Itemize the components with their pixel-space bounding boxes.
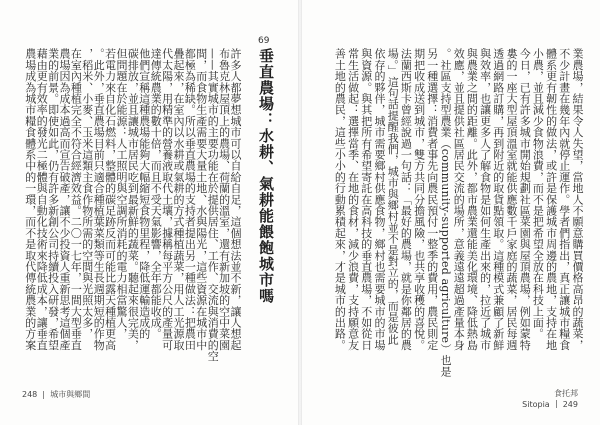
left-page-number: 248 — [22, 390, 38, 399]
text-column: 小農，並且減少食物浪費，而不是把希望全放在科技上面。 — [531, 48, 545, 340]
text-column: 依存的夥伴，城市需要鄉村供應食物，鄉村也需要城市的市場 — [373, 48, 386, 351]
left-page — [0, 0, 298, 425]
text-column: 期把收成送到城市，雙方共同分擔風險，也共享收穫的喜悅。 — [412, 48, 426, 351]
text-column: 今日，已有許多城市開始規劃社區菜園與屋頂農場，例如蒙特 — [518, 48, 532, 351]
text-column: 代太陽，用精準的營養液取代土壤，據稱每平方公尺的產量可 — [160, 48, 174, 351]
text-column: 他們宣稱這種農場能夠大幅縮短食物里程，降低運輸造成的 — [137, 48, 151, 340]
text-column: 但問題在於能源：人工照明與空調所消耗的電力相當驚人， — [115, 48, 128, 340]
footer-divider — [43, 391, 44, 399]
text-column: 效應，並且提供社區居民交流的場所，意義遠遠超過產量本身 — [452, 48, 466, 351]
text-column: 疊起來，在室內以水耕或氣耕的方式種植蔬菜，用人工光源取 — [172, 48, 185, 351]
text-column: 。社區支持型農業（community-supported agriculture）也是 — [439, 48, 452, 377]
text-column: 常生活做起：選擇當季、在地的食材，減少浪費，支持願意友 — [346, 48, 360, 351]
text-column: 與效率，也讓更多人了解食物是如何生產出來的，拉近了城市 — [478, 48, 492, 351]
left-running-title: 城市與鄉間 — [50, 390, 91, 399]
right-page-number: 249 — [562, 399, 578, 409]
text-column: ——其實城市的主要功能在於提供居住、工作、交流與消費的空 — [206, 48, 220, 362]
right-page — [302, 0, 600, 425]
text-column: 間，而食物生產需要大量土地、水與陽光，這些資源在城市中 — [194, 48, 208, 351]
text-column: 布魯克林屋頂上的農場、荷蘭的溫室，還有新加坡的空中菜園 — [217, 48, 231, 351]
text-column: 農場成為城市糧食體系中的一環，而不是取代傳統農業的方案 — [23, 48, 37, 351]
text-column: 場。」這句話提醒我們，城市與鄉村並不是對立的，而是彼此 — [386, 48, 400, 345]
text-column: 與資源。與其把所有希望寄託在高科技的垂直農場，不如從日 — [359, 48, 373, 351]
text-column: 。此外，垂直農場目前只適合種植葉菜類等生長週期短的作物 — [92, 48, 106, 351]
text-column: 與農業之間的距離。此外，都市農業還能美化環境、降低熱島 — [465, 48, 479, 351]
text-column: 不少計畫在幾年內就停止運作。學者們指出，真正讓城市糧食 — [557, 48, 571, 351]
text-column: 善土地的農民，這些小小的行動累積起來，才是城市的出路。 — [333, 48, 347, 351]
text-column: 若電力來自化石燃料，整體的碳足跡反而可能比露天種植更高 — [103, 48, 117, 351]
text-column: 達傳統農業的數十倍，而且不受天氣影響，全年都能收成。 — [149, 48, 163, 340]
text-column: 碳排放，並且讓城市居民吃到最新鮮的蔬菜。聽起來很完美， — [126, 48, 140, 351]
text-column: ，稻米、小麥、玉米這類主食作物所需的空間與光照太多， — [80, 48, 94, 340]
right-footer — [522, 389, 578, 411]
text-column: 另一種選擇：消費者事先向農民預付一整季的費用，農民則定 — [425, 48, 439, 351]
section-number: 69 — [258, 36, 270, 46]
footer-divider — [556, 400, 557, 408]
left-footer — [22, 389, 90, 400]
right-running-title: 食托邦 — [554, 389, 578, 398]
text-column: 透過網路訂購，再到附近的取貨點領取。這種模式兼顧了新鮮 — [491, 48, 505, 351]
text-column: 業的前景。即使如此，仍有許多新創公司持續投入研發，希望 — [46, 48, 60, 351]
text-column: 許多人都夢想城市可以自給自足，這個想法並不新，讓人想起 — [229, 48, 242, 351]
section-title: 垂直農場：水耕、氣耕能餵飽城市嗎 — [257, 48, 275, 304]
text-column: 業農場，結果令人失望，當地人不願意購買價格高昂的蔬菜， — [571, 48, 584, 351]
text-column: 體系更有韌性的做法，或許是保護城市周邊的農地，支持在地 — [544, 48, 558, 351]
text-column: 都極為稀缺。所以垂直農場的支持者提出另一種做法：把農田 — [183, 48, 197, 351]
text-column: 農場因為成本過高而宣告破產，讓不少投資人重新思考這個產 — [58, 48, 71, 351]
text-column: 在室內種植完全不符合經濟效益。二〇一七年，一間大型垂直 — [69, 48, 83, 351]
text-column: 婁的一座大型屋頂溫室就能供應數千戶家庭的蔬菜，居民每週 — [505, 48, 518, 351]
text-column: 藉由更有效率的發光二極體與自動化技術來降低成本，讓垂直 — [35, 48, 49, 351]
right-running-title-en: Sitopia — [522, 399, 550, 409]
text-column: 法蘭西斯卡曾經說過一句話：「最好的農場，就是你鄰居的農 — [399, 48, 413, 351]
